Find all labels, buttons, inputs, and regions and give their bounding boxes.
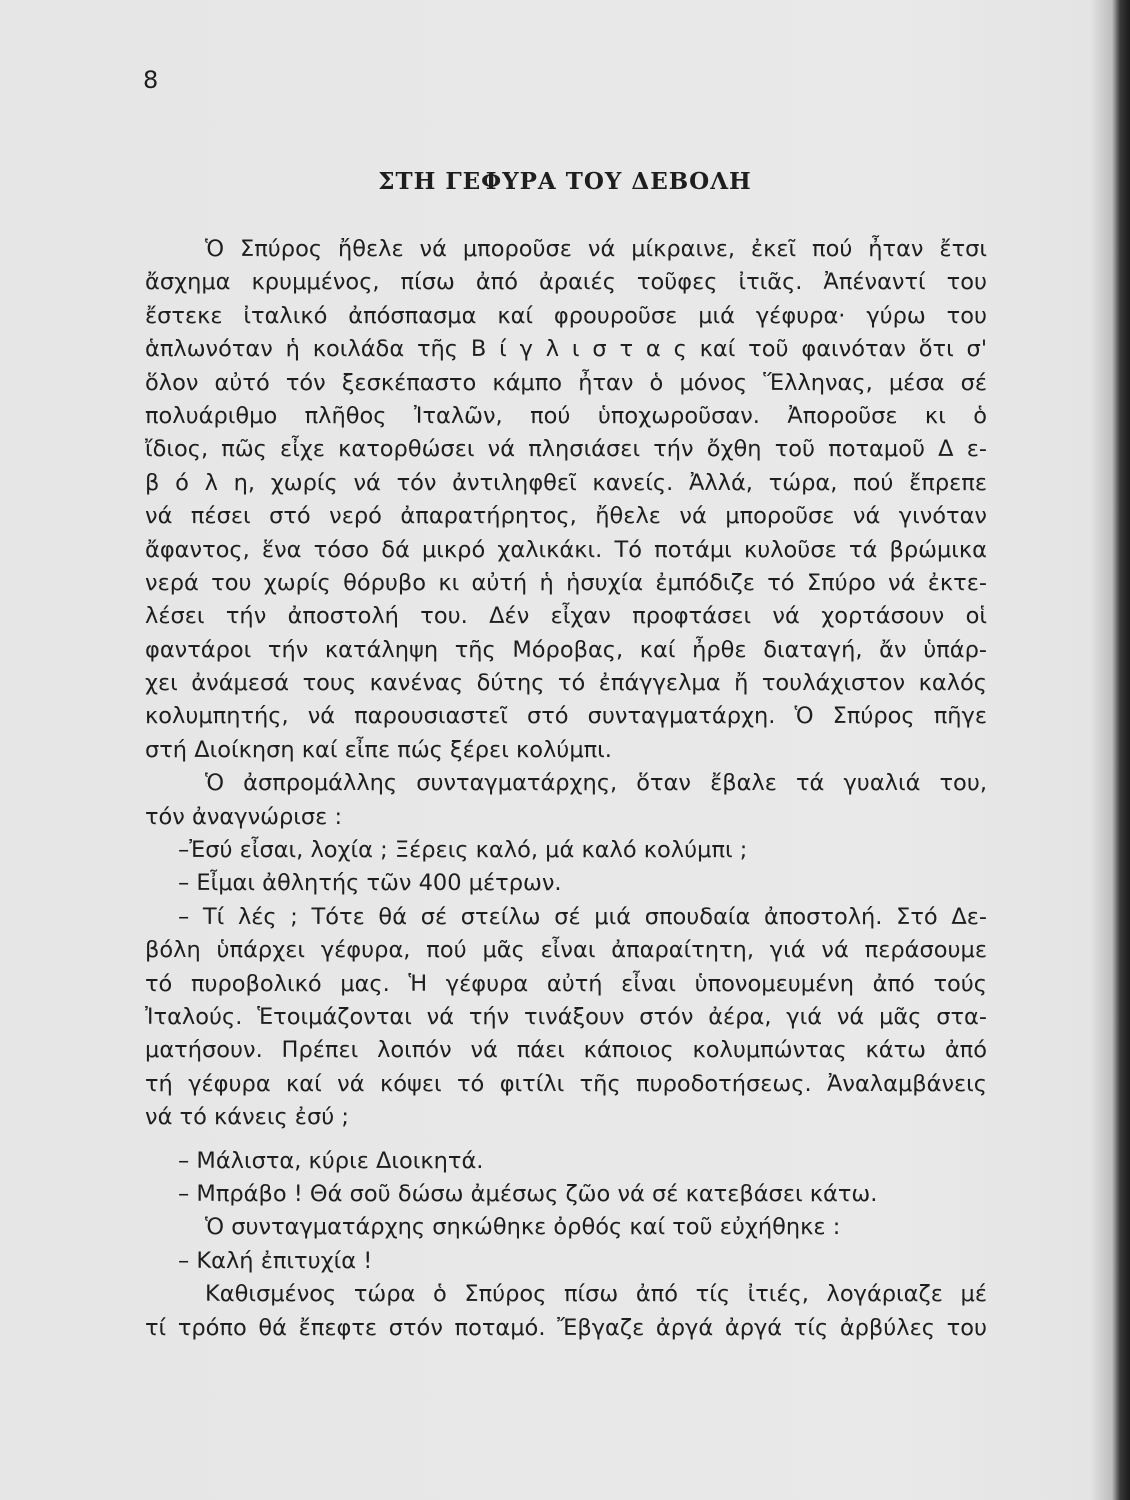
chapter-title: ΣΤΗ ΓΕΦΥΡΑ ΤΟΥ ΔΕΒΟΛΗ <box>378 168 752 195</box>
text-line: πολυάριθμο πλῆθος Ἰταλῶν, πού ὑποχωροῦσαν. Ἀποροῦσε κι ὁ <box>145 402 987 429</box>
text-line: β ό λ η, χωρίς νά τόν ἀντιληφθεῖ κανείς. Ἀλλά, τώρα, πού ἔπρεπε <box>145 469 987 496</box>
text-line: τό πυροβολικό μας. Ἡ γέφυρα αὐτή εἶναι ὑπονομευμένη ἀπό τούς <box>145 970 987 997</box>
dialogue-line: – Εἶμαι ἀθλητής τῶν 400 μέτρων. <box>178 870 562 897</box>
text-line: νά πέσει στό νερό ἀπαρατήρητος, ἤθελε νά μποροῦσε νά γινόταν <box>145 503 987 530</box>
text-line: βόλη ὑπάρχει γέφυρα, πού μᾶς εἶναι ἀπαραίτητη, γιά νά περάσουμε <box>145 937 987 964</box>
text-line: ὅλον αὐτό τόν ξεσκέπαστο κάμπο ἦταν ὁ μόνος Ἕλληνας, μέσα σέ <box>145 369 987 396</box>
text-line: τόν ἀναγνώρισε : <box>145 803 343 830</box>
text-line: λέσει τήν ἀποστολή του. Δέν εἶχαν προφτάσει νά χορτάσουν οἱ <box>145 603 987 630</box>
text-line: ματήσουν. Πρέπει λοιπόν νά πάει κάποιος κολυμπώντας κάτω ἀπό <box>145 1037 987 1064</box>
text-line: Ὁ συνταγματάρχης σηκώθηκε ὀρθός καί τοῦ εὐχήθηκε : <box>205 1214 841 1241</box>
text-line: χει ἀνάμεσά τους κανένας δύτης τό ἐπάγγελμα ἤ τουλάχιστον καλός <box>145 670 987 697</box>
text-line: ἴδιος, πῶς εἶχε κατορθώσει νά πλησιάσει τήν ὄχθη τοῦ ποταμοῦ Δ ε- <box>145 436 987 463</box>
text-line: Ἰταλούς. Ἑτοιμάζονται νά τήν τινάξουν στόν ἀέρα, γιά νά μᾶς στα- <box>145 1003 987 1030</box>
dialogue-line: –Ἐσύ εἶσαι, λοχία ; Ξέρεις καλό, μά καλό κολύμπι ; <box>178 837 748 864</box>
text-line: ἔστεκε ἰταλικό ἀπόσπασμα καί φρουροῦσε μιά γέφυρα· γύρω του <box>145 302 987 329</box>
page-number: 8 <box>143 66 159 94</box>
text-line: ἄσχημα κρυμμένος, πίσω ἀπό ἀραιές τοῦφες ἰτιᾶς. Ἀπέναντί του <box>145 269 987 296</box>
text-line: τί τρόπο θά ἔπεφτε στόν ποταμό. Ἔβγαζε ἀργά ἀργά τίς ἀρβύλες του <box>145 1314 987 1341</box>
text-line: Καθισμένος τώρα ὁ Σπύρος πίσω ἀπό τίς ἰτιές, λογάριαζε μέ <box>205 1281 987 1308</box>
text-line: Ὁ ἀσπρομάλλης συνταγματάρχης, ὅταν ἔβαλε τά γυαλιά του, <box>205 770 987 797</box>
dialogue-line: – Μπράβο ! Θά σοῦ δώσω ἀμέσως ζῶο νά σέ κατεβάσει κάτω. <box>178 1180 878 1207</box>
text-line: νερά του χωρίς θόρυβο κι αὐτή ἡ ἡσυχία ἐμπόδιζε τό Σπύρο νά ἐκτε- <box>145 569 987 596</box>
text-line: τή γέφυρα καί νά κόψει τό φιτίλι τῆς πυροδοτήσεως. Ἀναλαμβάνεις <box>145 1070 987 1097</box>
text-line: στή Διοίκηση καί εἶπε πώς ξέρει κολύμπι. <box>145 736 612 763</box>
text-line: νά τό κάνεις ἐσύ ; <box>145 1104 349 1131</box>
dialogue-line: – Καλή ἐπιτυχία ! <box>178 1247 373 1274</box>
text-line: ἁπλωνόταν ἡ κοιλάδα τῆς Β ί γ λ ι σ τ α ς καί τοῦ φαινόταν ὅτι σ' <box>145 336 987 363</box>
text-line: κολυμπητής, νά παρουσιαστεῖ στό συνταγματάρχη. Ὁ Σπύρος πῆγε <box>145 703 987 730</box>
dialogue-line: – Τί λές ; Τότε θά σέ στείλω σέ μιά σπουδαία ἀποστολή. Στό Δε- <box>178 903 987 930</box>
text-line: ἄφαντος, ἕνα τόσο δά μικρό χαλικάκι. Τό ποτάμι κυλοῦσε τά βρώμικα <box>145 536 987 563</box>
body-text <box>145 233 987 1345</box>
text-line: φαντάροι τήν κατάληψη τῆς Μόροβας, καί ἦρθε διαταγή, ἄν ὑπάρ- <box>145 636 987 663</box>
text-line: Ὁ Σπύρος ἤθελε νά μποροῦσε νά μίκραινε, ἐκεῖ πού ἦταν ἔτσι <box>205 236 987 262</box>
dialogue-line: – Μάλιστα, κύριε Διοικητά. <box>178 1147 484 1174</box>
